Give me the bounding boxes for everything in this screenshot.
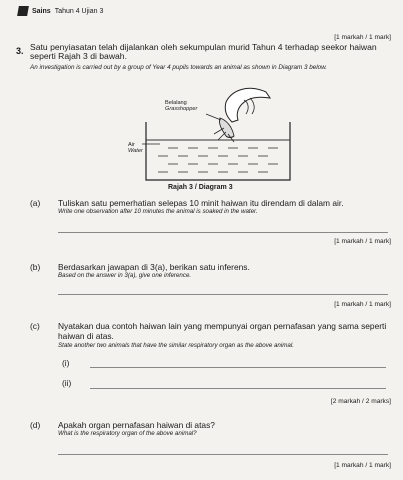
part-d-text-malay: Apakah organ pernafasan haiwan di atas? — [58, 420, 215, 430]
part-c-sub-ii-answer-line[interactable] — [90, 388, 386, 389]
experiment-illustration — [108, 80, 308, 184]
part-d-mark: [1 markah / 1 mark] — [334, 462, 391, 469]
grasshopper-pointer — [206, 114, 221, 120]
part-c-text-malay: Nyatakan dua contoh haiwan lain yang mempunyai organ pernafasan yang sama seperti haiwan di atas. — [58, 321, 387, 341]
part-c-sub-i-answer-line[interactable] — [90, 367, 386, 368]
part-b-text-english: Based on the answer in 3(a), give one inference. — [58, 272, 192, 279]
part-a-mark: [1 markah / 1 mark] — [334, 238, 391, 245]
part-b-text-malay: Berdasarkan jawapan di 3(a), berikan satu inferens. — [58, 262, 250, 272]
part-a-text-malay: Tuliskan satu pemerhatian selepas 10 minit haiwan itu direndam di dalam air. — [58, 198, 344, 208]
part-b-mark: [1 markah / 1 mark] — [334, 301, 391, 308]
diagram-3 — [108, 80, 308, 184]
part-c-label: (c) — [30, 321, 40, 331]
water-dashes — [158, 148, 278, 172]
part-d-text-english: What is the respiratory organ of the above animal? — [58, 430, 197, 437]
part-c-sub-ii-label: (ii) — [62, 378, 72, 388]
page-header — [18, 6, 103, 16]
school-logo-icon — [17, 6, 29, 16]
q3-mark: [1 markah / 1 mark] — [334, 34, 391, 41]
part-d-label: (d) — [30, 420, 41, 430]
part-b-answer-line[interactable] — [58, 294, 388, 295]
part-c-sub-i-label: (i) — [62, 358, 70, 368]
label-grasshopper — [165, 100, 197, 112]
question-number: 3. — [16, 46, 24, 56]
q3-text-english: An investigation is carried out by a group of Year 4 pupils towards an animal as shown in Diagram 3 below. — [30, 64, 328, 71]
label-water — [128, 142, 143, 154]
part-c-text-english: State another two animals that have the similar respiratory organ as the above animal. — [58, 342, 294, 349]
part-a-text-english: Write one observation after 10 minutes the animal is soaked in the water. — [58, 208, 258, 215]
part-b-label: (b) — [30, 262, 41, 272]
part-d-answer-line[interactable] — [58, 454, 388, 455]
label-water-english: Water — [128, 148, 143, 154]
exam-info: Tahun 4 Ujian 3 — [54, 7, 104, 15]
container-shape — [146, 122, 290, 180]
part-c-mark: [2 markah / 2 marks] — [330, 398, 391, 405]
diagram-caption: Rajah 3 / Diagram 3 — [168, 184, 233, 191]
part-a-answer-line[interactable] — [58, 232, 388, 233]
part-a-label: (a) — [30, 198, 41, 208]
label-water-malay: Air — [128, 142, 135, 148]
label-grasshopper-malay: Belalang — [165, 100, 187, 106]
q3-text-malay: Satu penyiasatan telah dijalankan oleh sekumpulan murid Tahun 4 terhadap seekor haiwan seperti Rajah 3 di bawah. — [30, 42, 377, 61]
subject-label: Sains — [32, 7, 51, 15]
label-grasshopper-english: Grasshopper — [165, 106, 198, 112]
